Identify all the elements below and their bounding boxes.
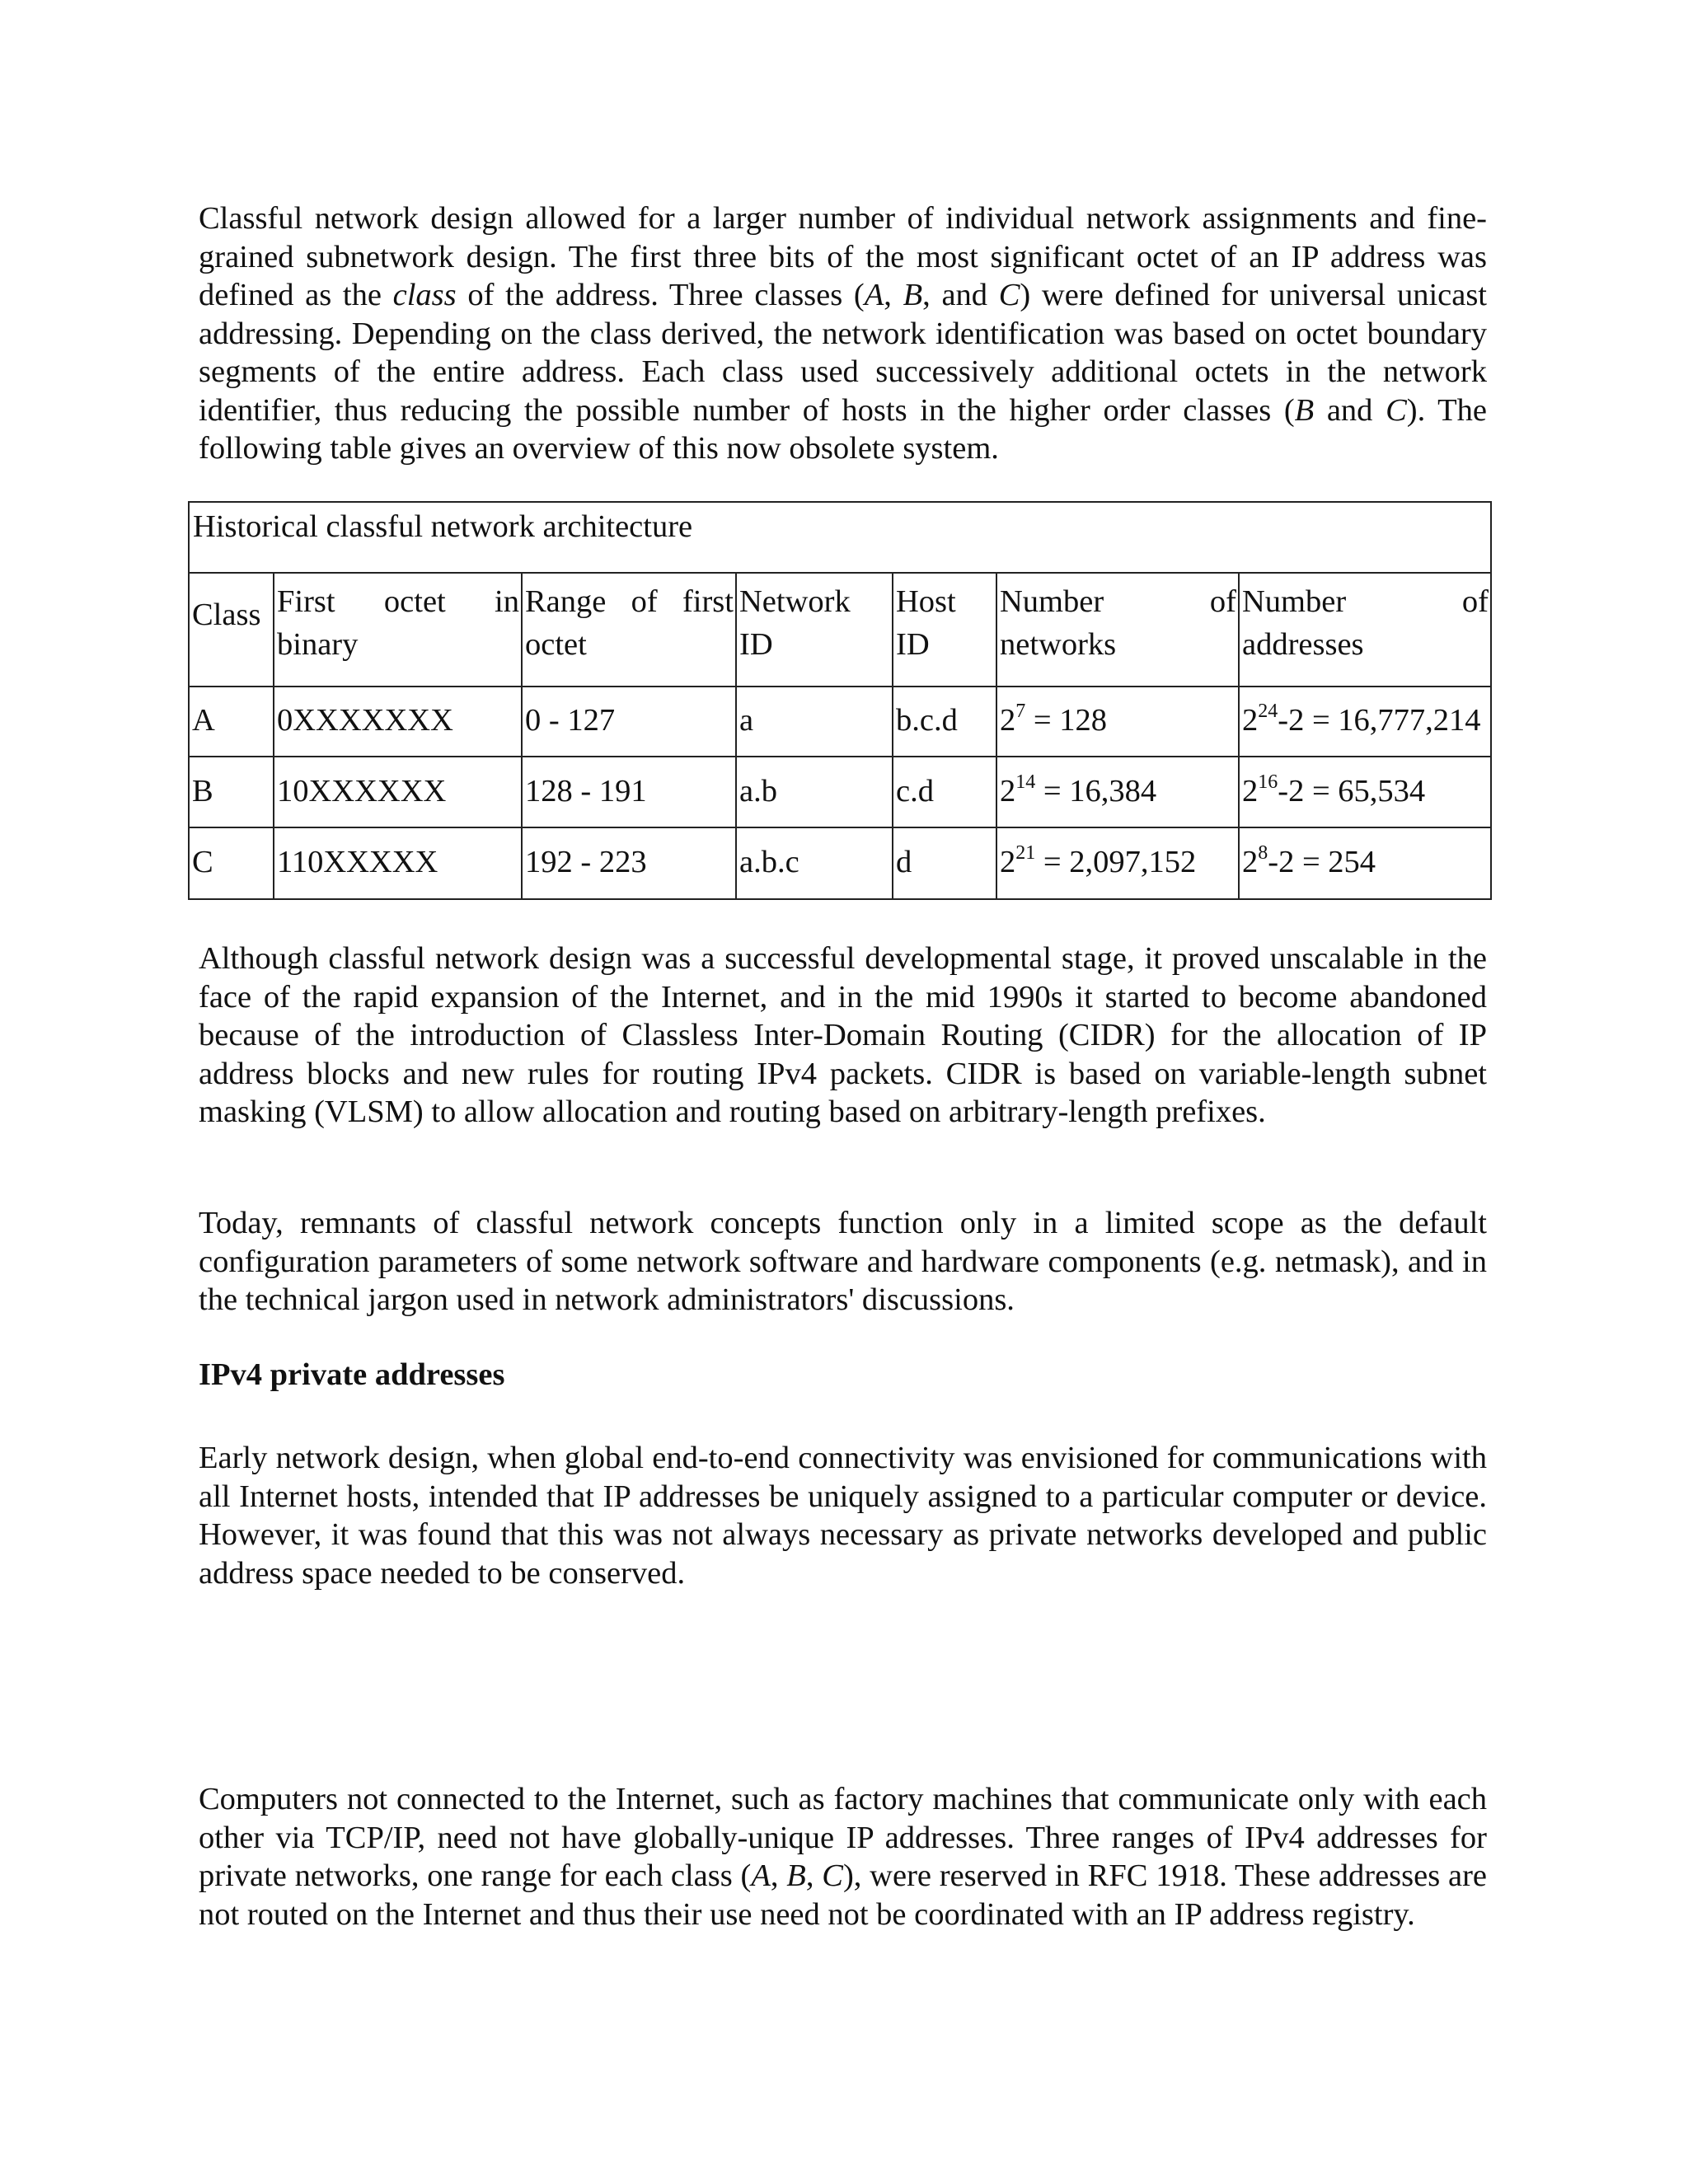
cell-number-of-addresses: $2^8-2 = 254$ <box>1242 842 1376 879</box>
remnants-paragraph: Today, remnants of classful network concepts function only in a limited scope as the default configuration parameters of some network software and hardware components (e.g. netmask), and in the technical jargon used in network administrators' discussions. <box>199 1206 1487 1317</box>
cell-number-of-networks: $2^7 = 128$ <box>1000 701 1107 738</box>
section-heading: IPv4 private addresses <box>199 1357 505 1392</box>
cell-network-id: a.b <box>739 774 777 808</box>
cell-number-of-networks: $2^{14} = 16,384$ <box>1000 771 1157 808</box>
table-divider <box>190 756 1490 757</box>
private-networks-paragraph: Computers not connected to the Internet, such as factory machines that communicate only with each other via TCP/IP, need not have globally-unique IP addresses. Three ranges of IPv4 addresses for private networks, one range for each class (A, B, C), were reserved in RFC 1918. These addresses are not routed on the Internet and thus their use need not be coordinated with an IP address registry. <box>199 1782 1487 1932</box>
intro-paragraph: Classful network design allowed for a larger number of individual network assignments and fine-grained subnetwork design. The first three bits of the most significant octet of an IP address was defined as the class of the address. Three classes (A, B, and C) were defined for universal unicast addressing. Depending on the class derived, the network identification was based on octet boundary segments of the entire address. Each class used successively additional octets in the network identifier, thus reducing the possible number of hosts in the higher order classes (B and C). The following table gives an overview of this now obsolete system. <box>199 201 1487 466</box>
cell-class: A <box>192 703 215 738</box>
table-caption: Historical classful network architecture <box>190 503 1490 574</box>
cell-network-id: a <box>739 703 754 738</box>
header-class: Class <box>192 598 261 632</box>
cell-host-id: c.d <box>896 774 934 808</box>
cidr-paragraph: Although classful network design was a successful developmental stage, it proved unscalable in the face of the rapid expansion of the Internet, and in the mid 1990s it started to become abandoned because of the introduction of Classless Inter-Domain Routing (CIDR) for the allocation of IP address blocks and new rules for routing IPv4 packets. CIDR is based on variable-length subnet masking (VLSM) to allow allocation and routing based on arbitrary-length prefixes. <box>199 941 1487 1129</box>
table-divider <box>190 827 1490 828</box>
cell-binary: 110XXXXX <box>277 845 438 879</box>
cell-binary: 10XXXXXX <box>277 774 447 808</box>
cell-number-of-networks: $2^{21} = 2,097,152$ <box>1000 842 1197 879</box>
cell-network-id: a.b.c <box>739 845 799 879</box>
header-network-id: Network ID <box>739 584 851 662</box>
header-number-of-networks: Number of networks <box>1000 584 1236 662</box>
header-host-id: Host ID <box>896 584 956 662</box>
header-range: Range of first octet <box>525 584 734 662</box>
table-divider <box>190 686 1490 687</box>
cell-number-of-addresses: $2^{24}-2 = 16,777,214$ <box>1242 701 1481 738</box>
cell-host-id: b.c.d <box>896 703 958 738</box>
classful-network-table <box>188 501 1492 900</box>
header-number-of-addresses: Number of addresses <box>1242 584 1489 662</box>
cell-binary: 0XXXXXXX <box>277 703 453 738</box>
cell-host-id: d <box>896 845 912 879</box>
cell-class: C <box>192 845 213 879</box>
cell-range: 128 - 191 <box>525 774 647 808</box>
early-design-paragraph: Early network design, when global end-to-end connectivity was envisioned for communications with all Internet hosts, intended that IP addresses be uniquely assigned to a particular computer or device. However, it was found that this was not always necessary as private networks developed and public address space needed to be conserved. <box>199 1441 1487 1591</box>
cell-number-of-addresses: $2^{16}-2 = 65,534$ <box>1242 771 1426 808</box>
header-first-octet: First octet in binary <box>277 584 519 662</box>
cell-class: B <box>192 774 213 808</box>
cell-range: 192 - 223 <box>525 845 647 879</box>
cell-range: 0 - 127 <box>525 703 616 738</box>
